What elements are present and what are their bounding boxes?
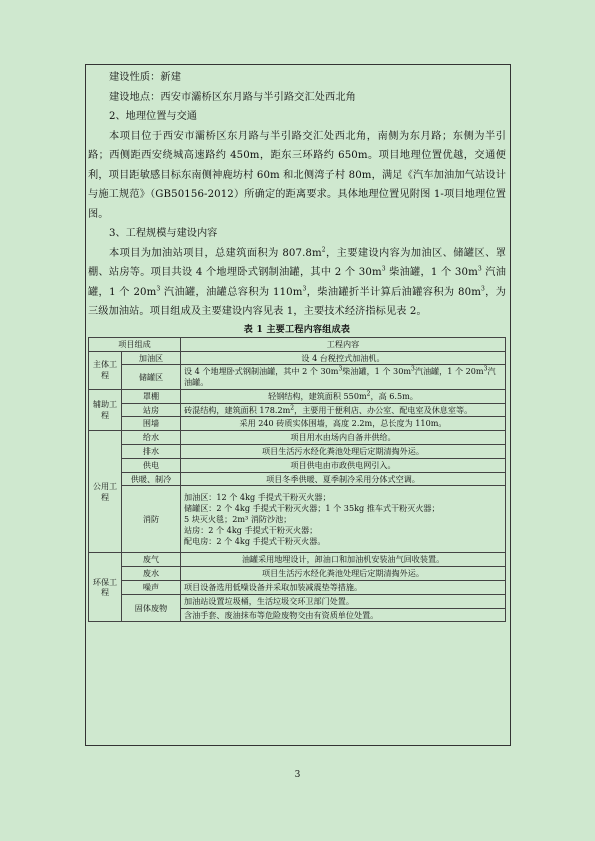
table-row — [89, 365, 506, 390]
table-row — [89, 486, 506, 553]
table-header-row — [89, 337, 506, 351]
section-3-heading: 3、工程规模与建设内容 — [109, 228, 218, 239]
row-content: 采用 240 砖质实体围墙，高度 2.2m，总长度为 110m。 — [181, 417, 506, 431]
table-row — [89, 567, 506, 581]
row-content: 项目用水由场内自备井供给。 — [181, 431, 506, 445]
row-name: 罩棚 — [122, 389, 181, 403]
row-content: 项目供电由市政供电网引入。 — [181, 458, 506, 472]
table-row — [89, 472, 506, 486]
row-name: 加油区 — [122, 351, 181, 365]
project-composition-table — [88, 337, 506, 623]
group-main: 主体工程 — [89, 351, 122, 389]
fire-line: 配电房：2 个 4kg 手提式干粉灭火器。 — [184, 535, 326, 546]
row-content: 项目生活污水经化粪池处理后定期清掏外运。 — [181, 567, 506, 581]
row-name: 消防 — [122, 486, 181, 553]
row-content: 油罐采用地埋设计，卸油口和加油机安装油气回收装置。 — [181, 553, 506, 567]
table-row — [89, 581, 506, 595]
row-content — [181, 486, 506, 553]
fire-line: 5 块灭火毯；2m³ 消防沙池； — [184, 514, 292, 525]
row-name: 站房 — [122, 403, 181, 417]
table-row — [89, 458, 506, 472]
section-2-paragraph: 本项目位于西安市灞桥区东月路与半引路交汇处西北角，南侧为东月路；东侧为半引路；西侧距西安绕城高速路约 450m，距东三环路约 650m。项目地理位置优越，交通便利，项目距敏感目标东南侧神鹿坊村 60m 和北侧湾子村 80m，满足《汽车加油加气站设计与施工规范》（GB50156-2012）所确定的距离要求。具体地理位置见附图 1-项目地理位置图。 — [88, 130, 506, 220]
table-row — [89, 389, 506, 403]
section-3-paragraph: 本项目为加油站项目，总建筑面积为 $807.8m^2$，主要建设内容为加油区、储罐区、罩棚、站房等。项目共设 4 个地埋卧式钢制油罐，其中 2 个 $30m^3$ 柴油罐，1 个 $30m^3$ 汽油罐，1 个 $20m^3$ 汽油罐，油罐总容积为 $110m^3$，柴油罐折半计算后油罐容积为 $80m^3$，为三级加油站。项目组成及主要建设内容见表 1，主要技术经济指标见表 2。 — [88, 246, 506, 317]
row-name: 废气 — [122, 553, 181, 567]
fire-line: 加油区：12 个 4kg 手提式干粉灭火器； — [184, 492, 331, 503]
row-name: 废水 — [122, 567, 181, 581]
group-env: 环保工程 — [89, 553, 122, 622]
page-number: 3 — [294, 770, 301, 780]
row-content: 含油手套、废油抹布等危险废物交由有资质单位处置。 — [181, 608, 506, 622]
construction-location: 建设地点：西安市灞桥区东月路与半引路交汇处西北角 — [109, 91, 356, 103]
row-name: 供暖、制冷 — [122, 472, 181, 486]
group-public: 公用工程 — [89, 431, 122, 553]
section-2-heading: 2、地理位置与交通 — [109, 111, 197, 122]
table-row — [89, 445, 506, 459]
row-name: 储罐区 — [122, 365, 181, 390]
row-name: 给水 — [122, 431, 181, 445]
fire-line: 储罐区：2 个 4kg 手提式干粉灭火器；1 个 35kg 推车式干粉灭火器； — [184, 503, 440, 514]
row-content: 加油站设置垃圾桶，生活垃圾交环卫部门处置。 — [181, 594, 506, 608]
table-row — [89, 594, 506, 608]
row-content: 砖混结构，建筑面积 $178.2m^2$，主要用于便利店、办公室、配电室及休息室等。 — [181, 403, 506, 417]
row-content: 设 4 台税控式加油机。 — [181, 351, 506, 365]
table-row — [89, 553, 506, 567]
row-content: 项目冬季供暖、夏季制冷采用分体式空调。 — [181, 472, 506, 486]
row-name: 排水 — [122, 445, 181, 459]
group-aux: 辅助工程 — [89, 389, 122, 430]
row-name: 围墙 — [122, 417, 181, 431]
row-name: 供电 — [122, 458, 181, 472]
construction-nature: 建设性质：新建 — [109, 72, 182, 83]
table-row — [89, 417, 506, 431]
table-row — [89, 431, 506, 445]
fire-line: 站房：2 个 4kg 手提式干粉灭火器； — [184, 524, 318, 535]
header-project-content: 工程内容 — [181, 337, 506, 351]
row-name: 固体废物 — [122, 594, 181, 622]
row-content: 项目生活污水经化粪池处理后定期清掏外运。 — [181, 445, 506, 459]
header-project-composition: 项目组成 — [89, 337, 181, 351]
table-row — [89, 351, 506, 365]
table-row — [89, 403, 506, 417]
table-caption: 表 1 主要工程内容组成表 — [243, 324, 351, 335]
row-content: 项目设备选用低噪设备并采取加装减震垫等措施。 — [181, 581, 506, 595]
row-name: 噪声 — [122, 581, 181, 595]
row-content: 设 4 个地埋卧式钢制油罐，其中 2 个 $30m^3$柴油罐，1 个 $30m^3$汽油罐，1 个 $20m^3$汽油罐。 — [181, 365, 506, 390]
row-content: 轻钢结构，建筑面积 $550m^2$，高 6.5m。 — [181, 389, 506, 403]
document-body — [88, 68, 506, 622]
